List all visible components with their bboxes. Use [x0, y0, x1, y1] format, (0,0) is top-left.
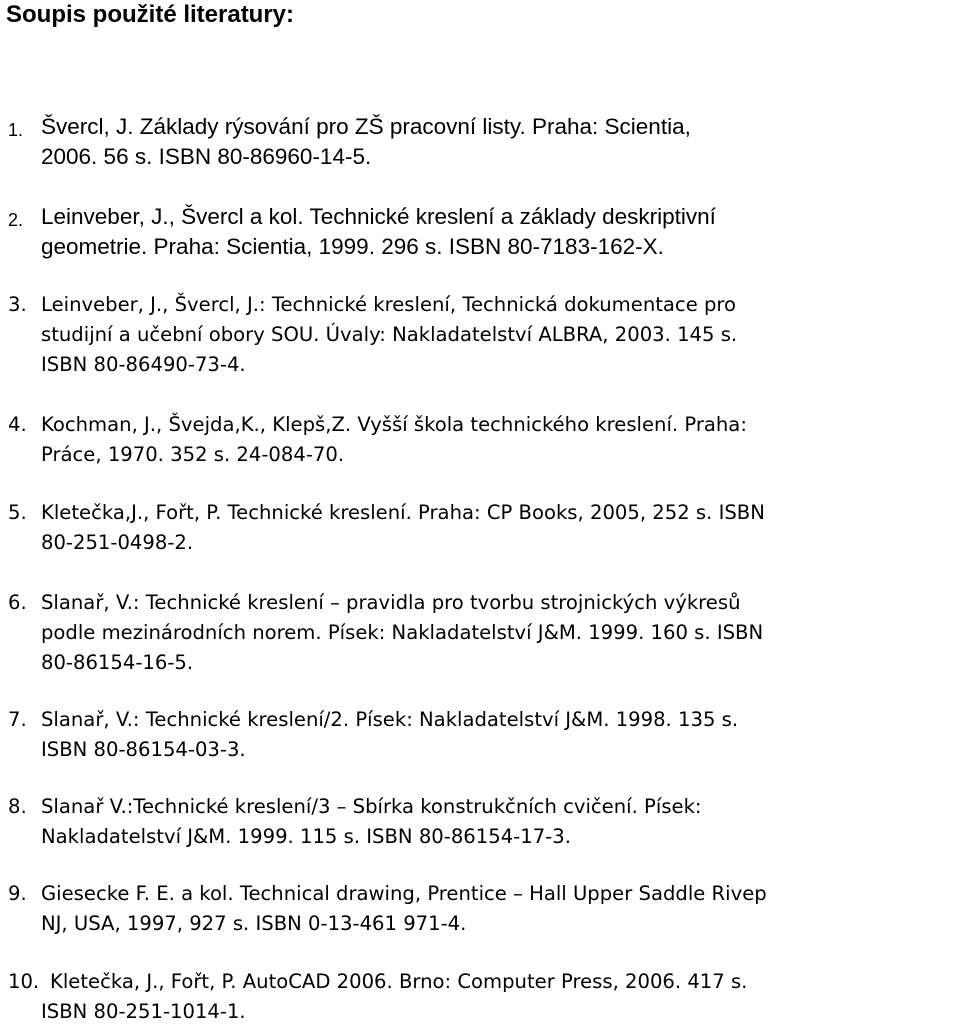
- reference-number: 6.: [8, 591, 27, 614]
- reference-text: Slanař, V.: Technické kreslení/2. Písek: Nakladatelství J&M. 1998. 135 s. ISBN 80-86154-03-3.: [41, 708, 739, 761]
- reference-text: Slanař, V.: Technické kreslení – pravidla pro tvorbu strojnických výkresů podle mezinárodních norem. Písek: Nakladatelství J&M. 1999. 160 s. ISBN 80-86154-16-5.: [41, 591, 764, 674]
- reference-number: 9.: [8, 882, 27, 905]
- reference-number: 7.: [8, 708, 27, 731]
- reference-item-8: [8, 792, 956, 852]
- reference-number: 5.: [8, 501, 27, 524]
- reference-item-5: [8, 498, 956, 558]
- reference-item-2: [8, 202, 956, 261]
- reference-text: Kletečka,J., Fořt, P. Technické kreslení. Praha: CP Books, 2005, 252 s. ISBN 80-251-0498-2.: [41, 501, 765, 554]
- reference-number: 10.: [8, 970, 40, 993]
- reference-item-10: [8, 967, 956, 1027]
- reference-number: 2.: [8, 210, 24, 230]
- reference-number: 3.: [8, 293, 27, 316]
- reference-item-9: [8, 879, 956, 939]
- reference-item-6: [8, 588, 956, 678]
- reference-text: Kochman, J., Švejda,K., Klepš,Z. Vyšší škola technického kreslení. Praha: Práce, 1970. 352 s. 24-084-70.: [41, 413, 747, 466]
- reference-number: 4.: [8, 413, 27, 436]
- reference-text: Švercl, J. Základy rýsování pro ZŠ pracovní listy. Praha: Scientia, 2006. 56 s. ISBN 80-86960-14-5.: [41, 114, 691, 169]
- reference-text: Kletečka, J., Fořt, P. AutoCAD 2006. Brno: Computer Press, 2006. 417 s. ISBN 80-251-1014-1.: [41, 970, 748, 1023]
- reference-number: 8.: [8, 795, 27, 818]
- reference-item-1: [8, 112, 956, 171]
- reference-number: 1.: [8, 120, 24, 140]
- reference-text: Slanař V.:Technické kreslení/3 – Sbírka konstrukčních cvičení. Písek: Nakladatelství J&M. 1999. 115 s. ISBN 80-86154-17-3.: [41, 795, 702, 848]
- reference-text: Leinveber, J., Švercl a kol. Technické kreslení a základy deskriptivní geometrie. Praha: Scientia, 1999. 296 s. ISBN 80-7183-162-X.: [41, 204, 716, 259]
- reference-text: Leinveber, J., Švercl, J.: Technické kreslení, Technická dokumentace pro studijní a učební obory SOU. Úvaly: Nakladatelství ALBRA, 2003. 145 s. ISBN 80-86490-73-4.: [41, 293, 738, 376]
- reference-item-3: [8, 290, 956, 380]
- reference-text: Giesecke F. E. a kol. Technical drawing, Prentice – Hall Upper Saddle Rivep NJ, USA, 1997, 927 s. ISBN 0-13-461 971-4.: [41, 882, 767, 935]
- reference-item-4: [8, 410, 956, 470]
- page-title: Soupis použité literatury:: [6, 1, 295, 28]
- reference-item-7: [8, 705, 956, 765]
